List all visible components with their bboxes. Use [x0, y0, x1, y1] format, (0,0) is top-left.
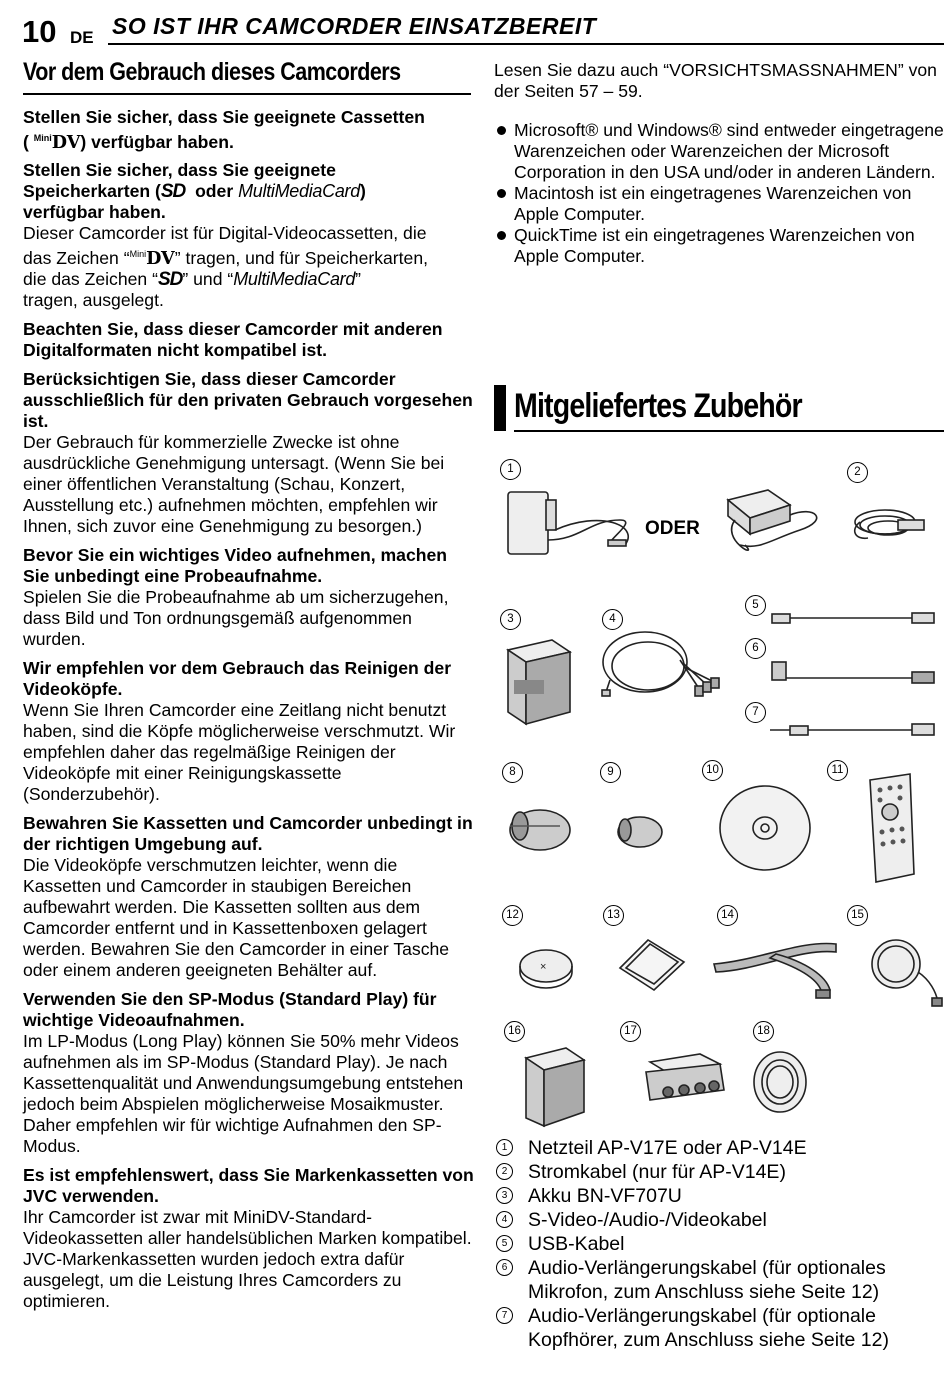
paragraph-head-cleaning: Wir empfehlen vor dem Gebrauch das Reinigen der Videoköpfe. Wenn Sie Ihren Camcorder eine Zeitlang nicht benutzt haben, sind die Köpfe möglicherweise verschmutzt. Wir empfehlen daher das regelmäßige Reinigen der Videoköpfe mit einer Reinigungskassette (Sonderzubehör). [23, 658, 456, 805]
ac-adapter-plug-illustration [508, 492, 628, 554]
list-item: Microsoft® und Windows® sind entweder eingetragene Warenzeichen oder Warenzeichen der Microsoft Corporation in den USA und/oder in anderen Ländern. [494, 120, 944, 183]
list-item: 1 Netzteil AP-V17E oder AP-V14E [496, 1136, 946, 1160]
paragraph-private-use: Berücksichtigen Sie, dass dieser Camcorder ausschließlich für den privaten Gebrauch vorgesehen ist. Der Gebrauch für kommerzielle Zwecke ist ohne ausdrückliche Genehmigung untersagt. (Wenn Sie bei einer öffentlichen Veranstaltung (Schau, Konzert, Ausstellung etc.) aufnehmen möchten, empfehlen wir Ihnen, sich zuvor eine Genehmigung zu besorgen.) [23, 369, 473, 537]
core-filter-small-illustration [618, 817, 662, 847]
para-heading: Stellen Sie sicher, dass Sie geeignete Speicherkarten (SD oder MultiMediaCard) verfügbar haben. [23, 160, 366, 223]
figure-number: 11 [827, 760, 848, 781]
accessory-list [496, 1136, 946, 1352]
figure-number: 10 [702, 760, 723, 781]
chapter-title: SO IST IHR CAMCORDER EINSATZBEREIT [112, 13, 597, 39]
mic-extension-cable-illustration [772, 662, 934, 683]
paragraph-jvc-cassettes: Es ist empfehlenswert, dass Sie Markenkassetten von JVC verwenden. Ihr Camcorder ist zwar mit MiniDV-Standard-Videokassetten aller handelsüblichen Marken kompatibel. JVC-Markenkassetten wurden jedoch extra dafür ausgelegt, um die Leistung Ihres Camcorders zu optimieren. [23, 1165, 474, 1312]
usb-cable-illustration [772, 613, 934, 623]
figure-number: 6 [745, 638, 766, 659]
section-title: Vor dem Gebrauch dieses Camcorders [23, 58, 401, 86]
list-item: 5 USB-Kabel [496, 1232, 946, 1256]
sd-logo: SD [157, 269, 183, 291]
shoulder-strap-illustration [714, 943, 836, 998]
figure-number: 17 [620, 1021, 641, 1042]
oder-label: ODER [645, 518, 700, 539]
power-cord-illustration [855, 510, 924, 538]
figure-number: 12 [502, 905, 523, 926]
figure-number: 1 [500, 459, 521, 480]
figure-number: 5 [745, 595, 766, 616]
figure-number: 7 [745, 702, 766, 723]
minidv-logo: DV [51, 131, 81, 153]
accessories-title: Mitgeliefertes Zubehör [514, 387, 802, 425]
figure-number: 2 [847, 462, 868, 483]
memory-card-illustration [620, 940, 684, 990]
lens-hood-illustration [754, 1052, 806, 1112]
list-item: 6 Audio-Verlängerungskabel (für optionales Mikrofon, zum Anschluss siehe Seite 12) [496, 1256, 946, 1304]
svg-text:×: × [540, 961, 547, 973]
paragraph-test-recording: Bevor Sie ein wichtiges Video aufnehmen, machen Sie unbedingt eine Probeaufnahme. Spielen Sie die Probeaufnahme ab um sicherzugehen, dass Bild und Ton ordnungsgemäß aufgenommen wurden. [23, 545, 449, 650]
language-code: DE [70, 28, 94, 47]
mmc-logo: MultiMediaCard [233, 269, 356, 290]
list-item: Macintosh ist ein eingetragenes Warenzeichen von Apple Computer. [494, 183, 944, 225]
sd-logo: SD [160, 181, 186, 203]
core-filter-large-illustration [510, 810, 570, 850]
figure-number: 4 [602, 609, 623, 630]
battery-illustration [508, 640, 570, 724]
paragraph-storage: Bewahren Sie Kassetten und Camcorder unbedingt in der richtigen Umgebung auf. Die Videoköpfe verschmutzen leichter, wenn die Kassetten und Camcorder in staubigen Bereichen aufbewahrt werden. Die Kassetten sollten aus dem Camcorder entfernt und in Kassettenboxen gelagert werden. Bewahren Sie den Camcorder in einer Tasche oder einem anderen geeigneten Behälter auf. [23, 813, 473, 981]
list-item: 2 Stromkabel (nur für AP-V14E) [496, 1160, 946, 1184]
minidv-logo-mini: Mini [33, 132, 52, 143]
minidv-logo: DV [146, 248, 175, 270]
page-number: 10 [22, 14, 57, 49]
cd-rom-illustration [720, 786, 810, 870]
paragraph-formats: Beachten Sie, dass dieser Camcorder mit anderen Digitalformaten nicht kompatibel ist. [23, 319, 443, 361]
figure-number: 13 [603, 905, 624, 926]
list-item: 7 Audio-Verlängerungskabel (für optionale Kopfhörer, zum Anschluss siehe Seite 12) [496, 1304, 946, 1352]
figure-number: 9 [600, 762, 621, 783]
intro-text: Lesen Sie dazu auch “VORSICHTSMASSNAHMEN” von der Seiten 57 – 59. [494, 60, 937, 101]
para-heading: Stellen Sie sicher, dass Sie geeignete Cassetten ( $^{Mini}$DV) verfügbar haben. [23, 106, 425, 153]
ac-adapter-brick-illustration [728, 490, 817, 550]
figure-number: 16 [504, 1021, 525, 1042]
mmc-logo: MultiMediaCard [238, 181, 360, 202]
lens-cap-illustration [872, 940, 942, 1006]
figure-number: 18 [753, 1021, 774, 1042]
lithium-battery-illustration [520, 950, 572, 988]
list-item: 4 S-Video-/Audio-/Videokabel [496, 1208, 946, 1232]
scart-adapter-illustration [646, 1054, 724, 1100]
battery-cover-illustration [526, 1048, 584, 1126]
list-item: QuickTime ist ein eingetragenes Warenzeichen von Apple Computer. [494, 225, 944, 267]
remote-control-illustration [870, 774, 914, 882]
figure-number: 15 [847, 905, 868, 926]
minidv-logo-mini: Mini [129, 249, 147, 260]
av-cable-illustration [602, 632, 719, 696]
paragraph-memory-cards: Stellen Sie sicher, dass Sie geeignete Speicherkarten (SD oder MultiMediaCard) verfügbar haben. Dieser Camcorder ist für Digital-Videocassetten, die das Zeichen “$^{Mini}$DV” tragen, und für Speicherkarten, die das Zeichen “SD” und “MultiMediaCard” tragen, ausgelegt. [23, 160, 475, 311]
paragraph-sp-mode: Verwenden Sie den SP-Modus (Standard Play) für wichtige Videoaufnahmen. Im LP-Modus (Long Play) können Sie 50% mehr Videos aufnehmen als im SP-Modus (Standard Play). Je nach Kassettenqualität und Anwendungsumgebung entstehen jedoch beim Abspielen möglicherweise Mosaikmuster. Daher empfehlen wir für wichtige Aufnahmen den SP-Modus. [23, 989, 464, 1157]
headphone-extension-cable-illustration [770, 724, 934, 735]
figure-number: 8 [502, 762, 523, 783]
figure-number: 3 [500, 609, 521, 630]
list-item: 3 Akku BN-VF707U [496, 1184, 946, 1208]
figure-number: 14 [717, 905, 738, 926]
